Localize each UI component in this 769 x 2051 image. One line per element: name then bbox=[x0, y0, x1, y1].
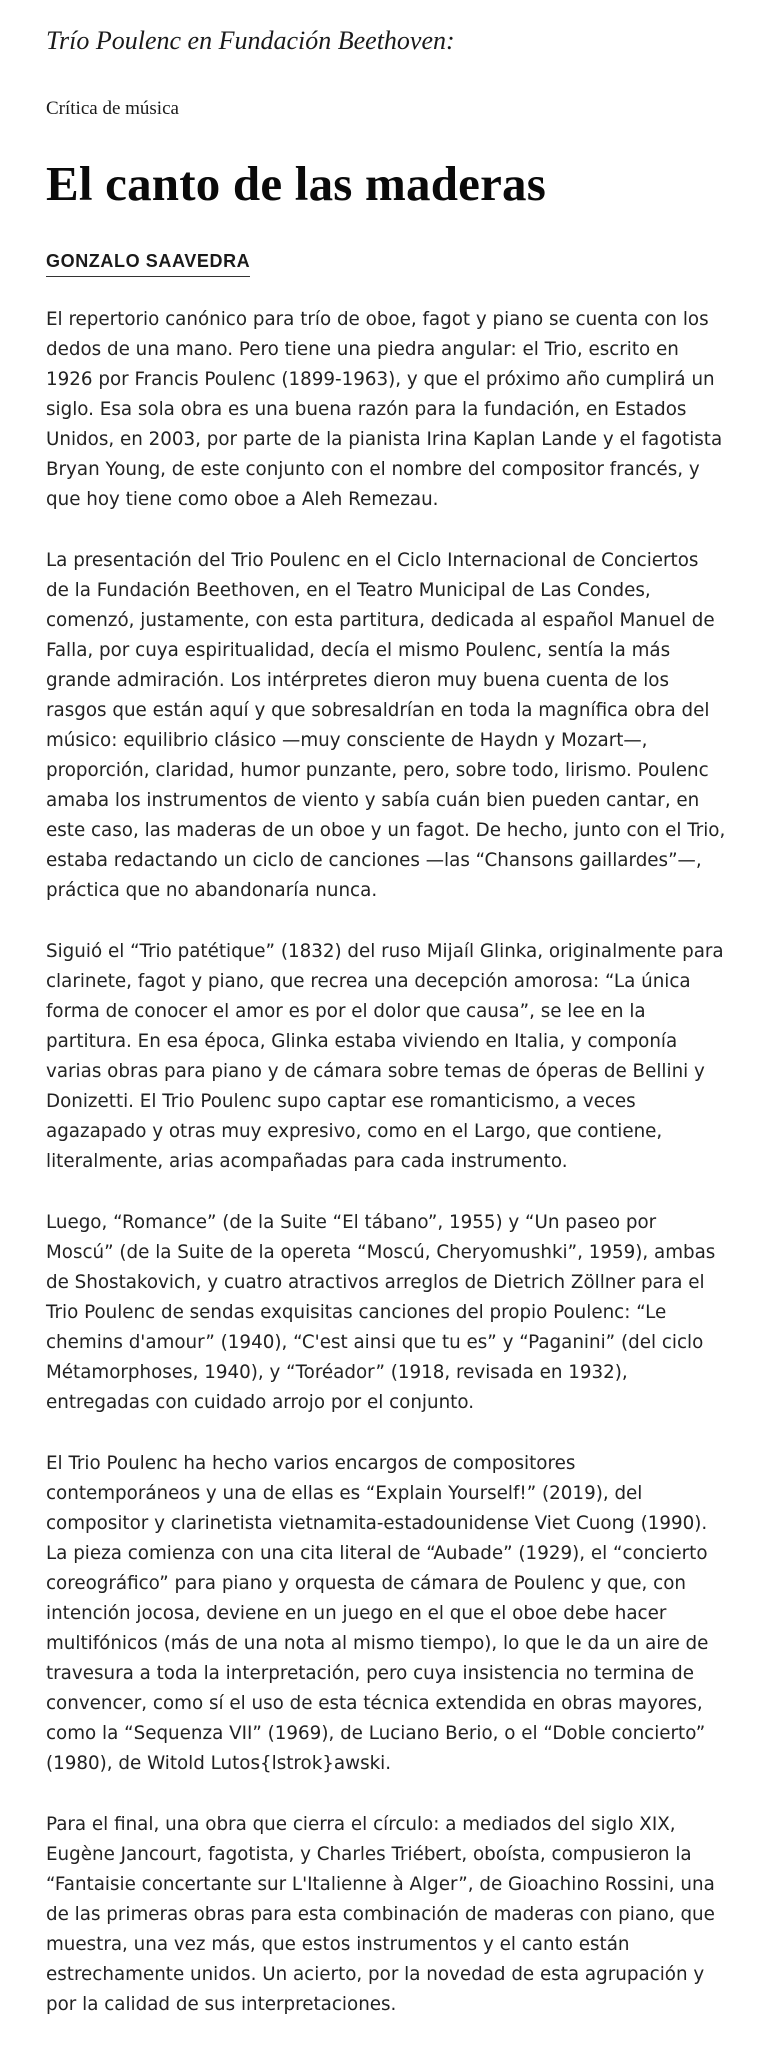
body-paragraph-2: La presentación del Trio Poulenc en el Ciclo Internacional de Conciertos de la Fundación Beethoven, en el Teatro Municipal de Las Condes, comenzó, justamente, con esta partitura, dedicada al español Manuel de Falla, por cuya espiritualidad, decía el mismo Poulenc, sentía la más grande admiración. Los intérpretes dieron muy buena cuenta de los rasgos que están aquí y que sobresaldrían en toda la magnífica obra del músico: equilibrio clásico —muy consciente de Haydn y Mozart—, proporción, claridad, humor punzante, pero, sobre todo, lirismo. Poulenc amaba los instrumentos de viento y sabía cuán bien pueden cantar, en este caso, las maderas de un oboe y un fagot. De hecho, junto con el Trio, estaba redactando un ciclo de canciones —las “Chansons gaillardes”—, práctica que no abandonaría nunca. bbox=[46, 550, 726, 901]
article-headline: El canto de las maderas bbox=[46, 156, 547, 211]
article bbox=[46, 0, 726, 2051]
article-body bbox=[46, 305, 726, 2020]
section-label: Crítica de música bbox=[46, 98, 179, 119]
body-paragraph-5: El Trio Poulenc ha hecho varios encargos de compositores contemporáneos y una de ellas es “Explain Yourself!” (2019), del compositor y clarinetista vietnamita-estadounidense Viet Cuong (1990). La pieza comienza con una cita literal de “Aubade” (1929), el “concierto coreográfico” para piano y orquesta de cámara de Poulenc y que, con intención jocosa, deviene en un juego en el que el oboe debe hacer multifónicos (más de una nota al mismo tiempo), lo que le da un aire de travesura a toda la interpretación, pero cuya insistencia no termina de convencer, como sí el uso de esta técnica extendida en obras mayores, como la “Sequenza VII” (1969), de Luciano Berio, o el “Doble concierto” (1980), de Witold Lutos{lstrok}awski. bbox=[46, 1453, 709, 1774]
article-kicker: Trío Poulenc en Fundación Beethoven: bbox=[46, 26, 455, 55]
body-paragraph-1: El repertorio canónico para trío de oboe, fagot y piano se cuenta con los dedos de una mano. Pero tiene una piedra angular: el Trio, escrito en 1926 por Francis Poulenc (1899-1963), y que el próximo año cumplirá un siglo. Esa sola obra es una buena razón para la fundación, en Estados Unidos, en 2003, por parte de la pianista Irina Kaplan Lande y el fagotista Bryan Young, de este conjunto con el nombre del compositor francés, y que hoy tiene como oboe a Aleh Remezau. bbox=[46, 309, 723, 510]
body-paragraph-3: Siguió el “Trio patétique” (1832) del ruso Mijaíl Glinka, originalmente para clarinete, fagot y piano, que recrea una decepción amorosa: “La única forma de conocer el amor es por el dolor que causa”, se lee en la partitura. En esa época, Glinka estaba viviendo en Italia, y componía varias obras para piano y de cámara sobre temas de óperas de Bellini y Donizetti. El Trio Poulenc supo captar ese romanticismo, a veces agazapado y otras muy expresivo, como en el Largo, que contiene, literalmente, arias acompañadas para cada instrumento. bbox=[46, 941, 724, 1172]
author-byline-link[interactable]: GONZALO SAAVEDRA bbox=[46, 250, 250, 277]
body-paragraph-6: Para el final, una obra que cierra el círculo: a mediados del siglo XIX, Eugène Jancourt, fagotista, y Charles Triébert, oboísta, compusieron la “Fantaisie concertante sur L'Italienne à Alger”, de Gioachino Rossini, una de las primeras obras para esta combinación de maderas con piano, que muestra, una vez más, que estos instrumentos y el canto están estrechamente unidos. Un acierto, por la novedad de esta agrupación y por la calidad de sus interpretaciones. bbox=[46, 1814, 715, 2015]
body-paragraph-4: Luego, “Romance” (de la Suite “El tábano”, 1955) y “Un paseo por Moscú” (de la Suite de la opereta “Moscú, Cheryomushki”, 1959), ambas de Shostakovich, y cuatro atractivos arreglos de Dietrich Zöllner para el Trio Poulenc de sendas exquisitas canciones del propio Poulenc: “Le chemins d'amour” (1940), “C'est ainsi que tu es” y “Paganini” (del ciclo Métamorphoses, 1940), y “Toréador” (1918, revisada en 1932), entregadas con cuidado arrojo por el conjunto. bbox=[46, 1212, 716, 1413]
